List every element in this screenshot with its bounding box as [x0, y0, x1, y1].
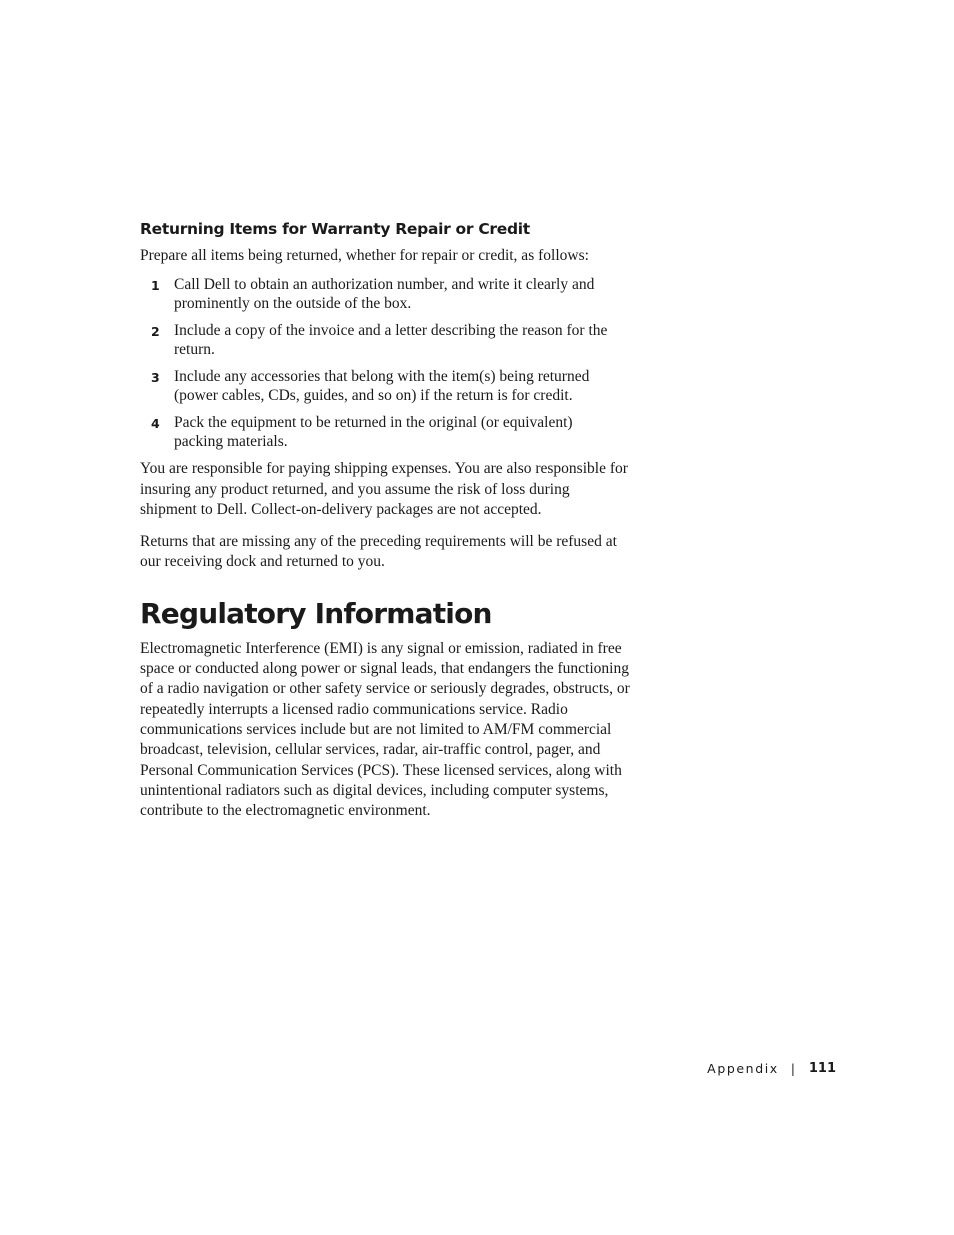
step-number: 4 — [151, 416, 160, 432]
page-number: 111 — [808, 1061, 836, 1076]
section-heading: Returning Items for Warranty Repair or Credit — [140, 220, 530, 238]
shipping-paragraph: You are responsible for paying shipping expenses. You are also responsible for insuring any product returned, and you assume the risk of loss during shipment to Dell. Collect-on-delivery packages are not accepted. — [140, 460, 628, 518]
regulatory-paragraph: Electromagnetic Interference (EMI) is any signal or emission, radiated in free space or conducted along power or signal leads, that endangers the functioning of a radio navigation or other safety service or seriously degrades, obstructs, or repeatedly interrupts a licensed radio communications service. Radio communications services include but are not limited to AM/FM commercial broadcast, television, cellular services, radar, air-traffic control, pager, and Personal Communication Services (PCS). These licensed services, along with unintentional radiators such as digital devices, including computer systems, contribute to the electromagnetic environment. — [140, 639, 630, 820]
page-content — [140, 218, 630, 821]
steps-list — [140, 275, 630, 451]
step-number: 2 — [151, 324, 160, 340]
step-number: 1 — [151, 278, 160, 294]
regulatory-title: Regulatory Information — [140, 596, 492, 630]
step-text: Include a copy of the invoice and a letter describing the reason for the return. — [174, 322, 608, 359]
intro-paragraph: Prepare all items being returned, whether for repair or credit, as follows: — [140, 247, 589, 264]
footer-section-name: Appendix — [707, 1061, 779, 1076]
step-text: Pack the equipment to be returned in the original (or equivalent) packing materials. — [174, 414, 573, 451]
step-text: Include any accessories that belong with the item(s) being returned (power cables, CDs, guides, and so on) if the return is for credit. — [174, 368, 590, 405]
step-text: Call Dell to obtain an authorization number, and write it clearly and prominently on the outside of the box. — [174, 276, 595, 313]
list-item — [140, 413, 630, 451]
step-number: 3 — [151, 370, 160, 386]
page-footer — [707, 1061, 836, 1076]
footer-separator: | — [790, 1061, 795, 1076]
list-item — [140, 275, 630, 313]
list-item — [140, 321, 630, 359]
list-item — [140, 367, 630, 405]
requirements-paragraph: Returns that are missing any of the preceding requirements will be refused at our receiving dock and returned to you. — [140, 533, 617, 571]
